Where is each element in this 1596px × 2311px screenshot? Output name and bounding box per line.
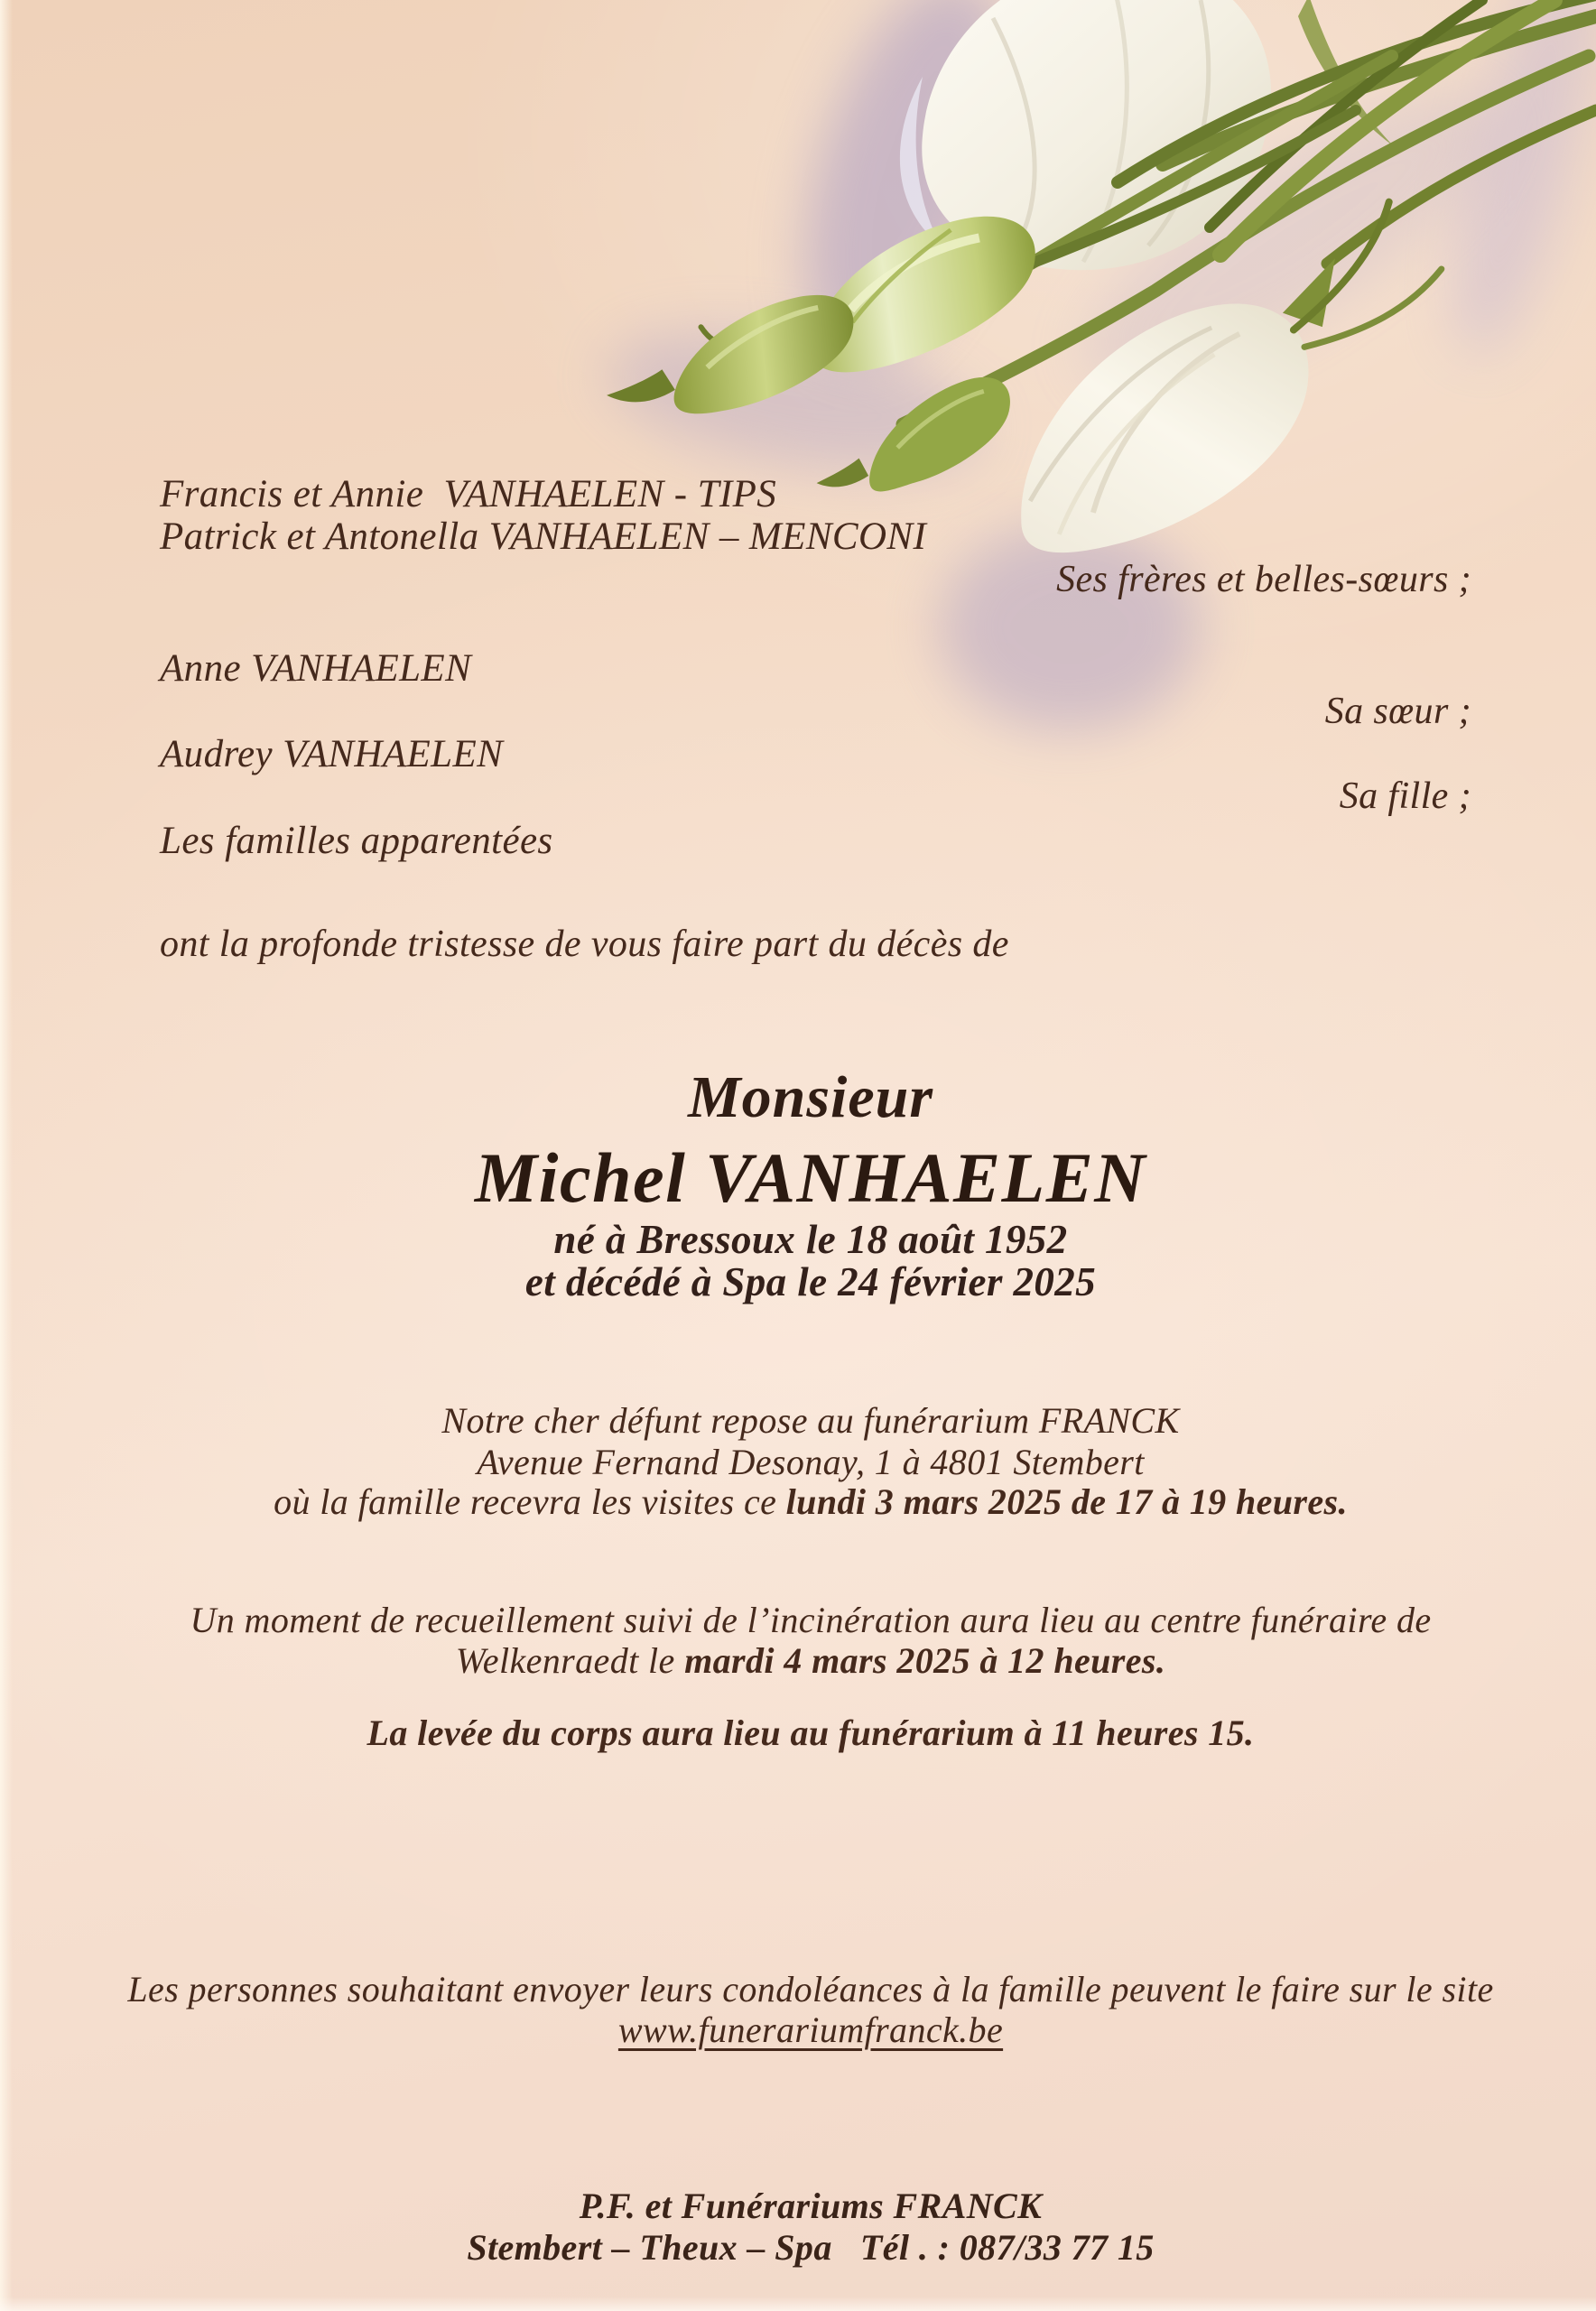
photo-edge-highlight-bottom xyxy=(0,2297,1596,2311)
relation-label-sister: Sa sœur ; xyxy=(1324,691,1471,732)
ceremony-line-1: Un moment de recueillement suivi de l’incinération aura lieu au centre funéraire de xyxy=(190,1600,1432,1640)
relation-label-siblings: Ses frères et belles-sœurs ; xyxy=(1056,559,1471,600)
photo-edge-highlight-left xyxy=(0,0,13,2311)
visit-date-bold: lundi 3 mars 2025 de 17 à 19 heures. xyxy=(785,1481,1348,1522)
deceased-name: Michel VANHAELEN xyxy=(474,1138,1147,1217)
related-families-line: Les familles apparentées xyxy=(160,820,553,862)
funeral-home-name: P.F. et Funérariums FRANCK xyxy=(579,2186,1043,2226)
mourner-line-sister: Anne VANHAELEN xyxy=(160,647,472,690)
levee-line: La levée du corps aura lieu au funérarium à 11 heures 15. xyxy=(367,1712,1255,1753)
cremation-date-bold: mardi 4 mars 2025 à 12 heures. xyxy=(684,1640,1166,1681)
funeral-home-locations: Stembert – Theux – Spa Tél . : 087/33 77 15 xyxy=(467,2227,1155,2268)
death-line: et décédé à Spa le 24 février 2025 xyxy=(524,1259,1097,1304)
announcement-line: ont la profonde tristesse de vous faire part du décès de xyxy=(160,923,1009,965)
ceremony-line-2 xyxy=(13,1641,1596,1681)
mourner-line-daughter: Audrey VANHAELEN xyxy=(160,733,504,775)
deceased-title: Monsieur xyxy=(687,1064,934,1130)
repose-line-3-text: où la famille recevra les visites ce xyxy=(274,1481,786,1522)
mourner-line-1: Francis et Annie VANHAELEN - TIPS xyxy=(160,473,777,515)
mourner-line-2: Patrick et Antonella VANHAELEN – MENCONI xyxy=(160,515,927,558)
website-link: www.funerariumfranck.be xyxy=(617,2009,1004,2050)
ceremony-line-2-text: Welkenraedt le xyxy=(455,1640,685,1681)
repose-line-3 xyxy=(13,1482,1596,1522)
repose-line-2: Avenue Fernand Desonay, 1 à 4801 Stembert xyxy=(477,1442,1145,1482)
condolences-line: Les personnes souhaitant envoyer leurs condoléances à la famille peuvent le faire sur le site xyxy=(127,1969,1494,2009)
relation-label-daughter: Sa fille ; xyxy=(1339,775,1471,817)
birth-line: né à Bressoux le 18 août 1952 xyxy=(553,1217,1068,1262)
repose-line-1: Notre cher défunt repose au funérarium FRANCK xyxy=(441,1400,1180,1441)
